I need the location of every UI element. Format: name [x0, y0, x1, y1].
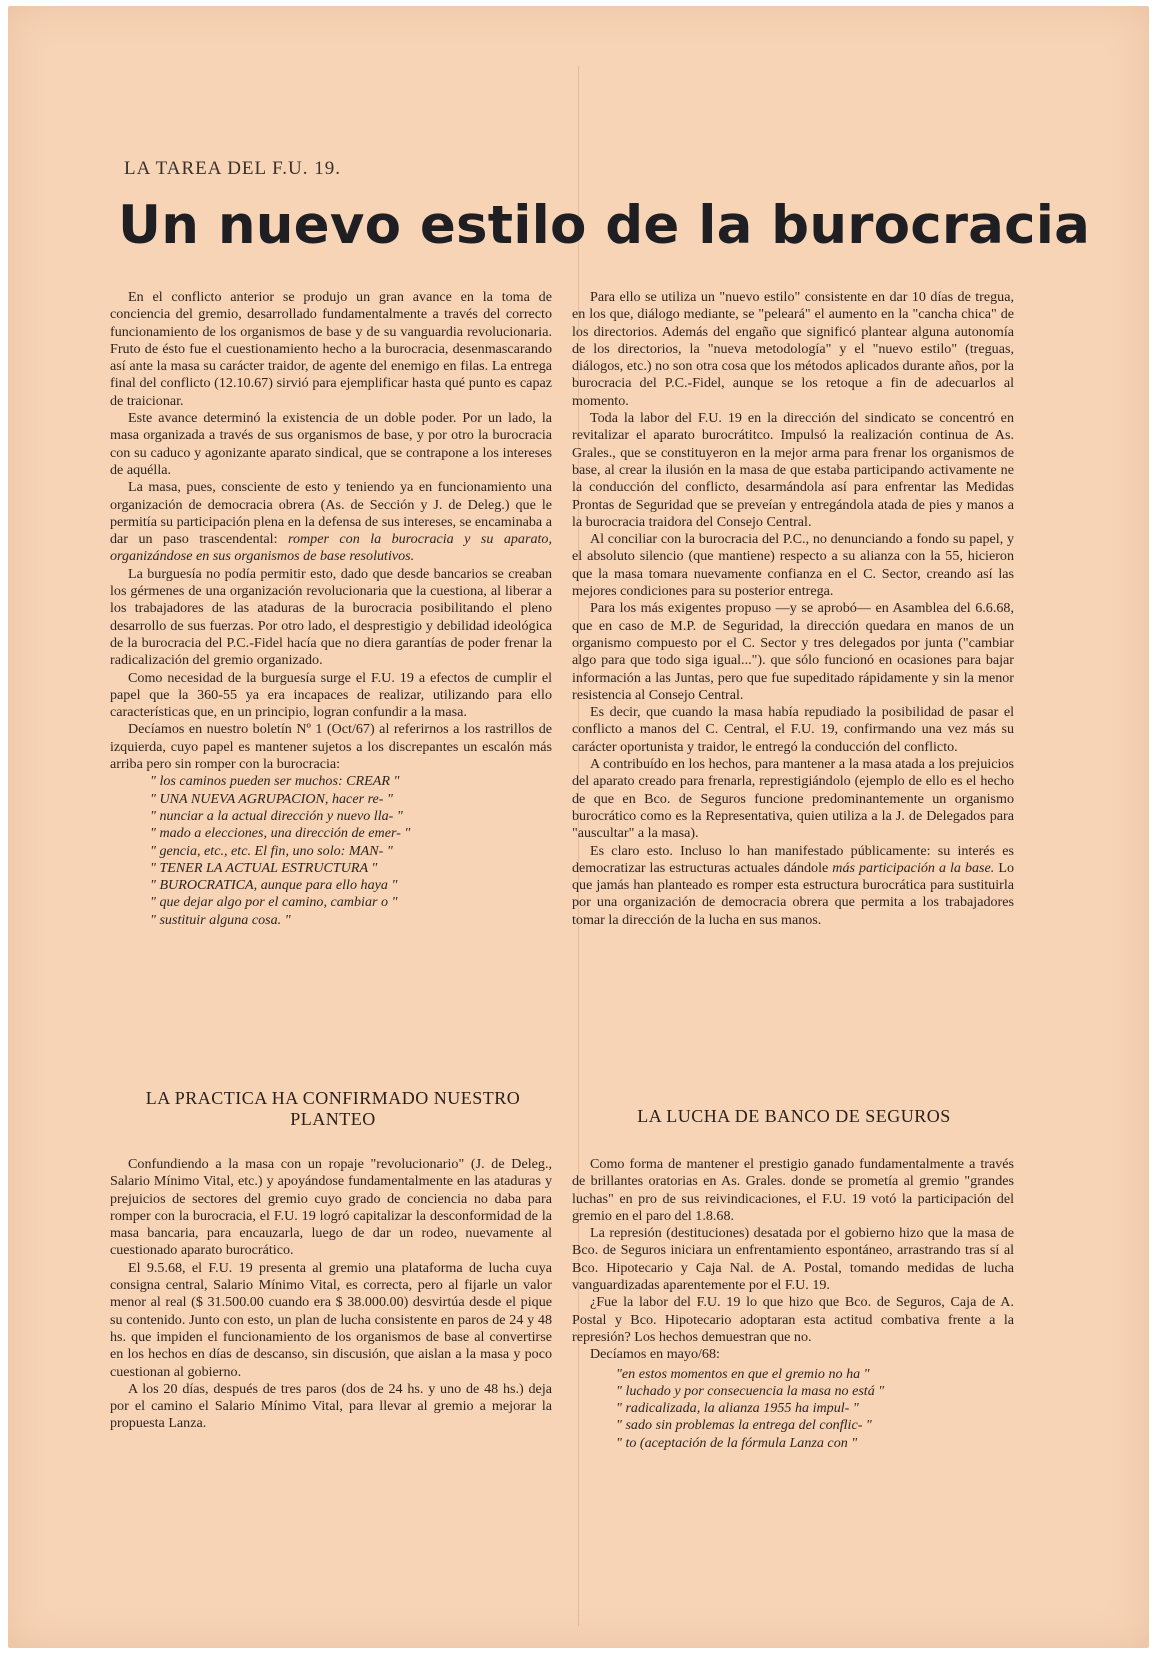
paragraph: Confundiendo a la masa con un ropaje "revolucionario" (J. de Deleg., Salario Mínimo Vital, etc.) y apoyándose fundamentalmente en las ataduras y prejuicios de sectores del gremio cuyo grado de conciencia no daba para romper con la burocracia, el F.U. 19 logró capitalizar la desconformidad de la masa bancaria, para encauzarla, luego de dar un rodeo, nuevamente al cuestionado aparato burocrático. — [110, 1156, 552, 1259]
section-title-left: LA PRACTICA HA CONFIRMADO NUESTRO PLANTEO — [145, 1088, 521, 1129]
paragraph: ¿Fue la labor del F.U. 19 lo que hizo que Bco. de Seguros, Caja de A. Postal y Bco. Hipotecario adoptaran esta actitud combativa frente a la represión? Los hechos demuestran que no. — [572, 1294, 1014, 1345]
paragraph — [572, 843, 1014, 929]
quoted-verse — [150, 773, 552, 929]
paragraph: Al conciliar con la burocracia del P.C., no denunciando a fondo su papel, y el absoluto silencio (que mantiene) respecto a su alianza con la 55, hicieron que la masa tomara nuevamente confianza en el C. Sector, creando así las mejores condiciones para su posterior entrega. — [572, 531, 1014, 600]
verse-line: " luchado y por consecuencia la masa no está " — [616, 1382, 885, 1399]
paragraph: Decíamos en mayo/68: — [590, 1346, 720, 1363]
paragraph: Este avance determinó la existencia de un doble poder. Por un lado, la masa organizada a través de sus organismos de base, y por otro la burocracia con su caduco y agonizante aparato sindical, que se contrapone a los intereses de aquélla. — [110, 410, 552, 478]
verse-line: " sustituir alguna cosa. " — [150, 911, 291, 928]
paragraph: Decíamos en nuestro boletín Nº 1 (Oct/67) al referirnos a los rastrillos de izquierda, cuyo papel es mantener sujetos a los discrepantes un escalón más arriba pero sin romper con la burocracia: — [110, 721, 552, 773]
verse-line: " sado sin problemas la entrega del conflic- " — [616, 1417, 872, 1434]
emphasis-text: romper con la burocracia y su aparato, organizándose en sus organismos de base resolutivos. — [110, 531, 552, 565]
verse-line: " to (aceptación de la fórmula Lanza con " — [616, 1434, 858, 1451]
paragraph — [110, 479, 552, 565]
section-right-body — [572, 1156, 1014, 1452]
quoted-verse — [616, 1366, 1014, 1452]
paragraph: Como necesidad de la burguesía surge el F.U. 19 a efectos de cumplir el papel que la 360-55 ya era incapaces de realizar, utilizando para ello características que, en un principio, logran confundir a la masa. — [110, 669, 552, 721]
paragraph: Toda la labor del F.U. 19 en la dirección del sindicato se concentró en revitalizar el aparato burocrátitco. Impulsó la realización continua de As. Grales., que se constituyeron en la mejor arma para frenar los organismos de base, al crear la ilusión en la masa de que estaba participando activamente ne la conducción del conflicto, desarmándola así para enfrentar las Medidas Prontas de Seguridad que se preveían y entregándola atada de pies y manos a la burocracia traidora del Consejo Central. — [572, 410, 1014, 530]
kicker-text: LA TAREA DEL F.U. 19. — [124, 158, 341, 179]
verse-line: "en estos momentos en que el gremio no ha " — [616, 1365, 870, 1382]
paragraph-text: La masa, pues, consciente de esto y teniendo ya en funcionamiento una organización de democracia obrera (As. de Sección y J. de Deleg.) que le permitía su participación plena en la defensa de sus intereses, se encaminaba a dar un paso trascendental: — [110, 479, 552, 548]
left-column-article — [110, 289, 552, 929]
verse-line: " BUROCRATICA, aunque para ello haya " — [150, 877, 398, 894]
newspaper-page — [8, 6, 1149, 1648]
verse-line: " UNA NUEVA AGRUPACION, hacer re- " — [150, 790, 393, 807]
verse-line: " mado a elecciones, una dirección de emer- " — [150, 825, 411, 842]
verse-line: " los caminos pueden ser muchos: CREAR " — [150, 773, 400, 790]
verse-line: " TENER LA ACTUAL ESTRUCTURA " — [150, 859, 378, 876]
verse-line: " radicalizada, la alianza 1955 ha impul- " — [616, 1400, 859, 1417]
paragraph: Para los más exigentes propuso —y se aprobó— en Asamblea del 6.6.68, que en caso de M.P. de Seguridad, la dirección quedara en manos de un organismo compuesto por el C. Sector y tres delegados por junta ("cambiar algo para que todo siga igual..."). que sólo funcionó en ocasiones para bajar información a las Juntas, pero que fue supeditado rápidamente y sin la menor resistencia al Consejo Central. — [572, 600, 1014, 703]
verse-line: " nunciar a la actual dirección y nuevo lla- " — [150, 807, 403, 824]
verse-line: " gencia, etc., etc. El fin, uno solo: MAN- " — [150, 842, 393, 859]
paragraph: La represión (destituciones) desatada por el gobierno hizo que la masa de Bco. de Seguros iniciara un enfrentamiento espontáneo, arrastrando tras sí al Bco. Hipotecario y Caja Nal. de A. Postal, tomando medidas de lucha vanguardizadas aparentemente por el F.U. 19. — [572, 1225, 1014, 1294]
paragraph: Para ello se utiliza un "nuevo estilo" consistente en dar 10 días de tregua, en los que, diálogo mediante, se "peleará" el aumento en la "cancha chica" de los directorios. Además del engaño que significó plantear alguna autonomía de los directorios, la "nueva metodología" y el "nuevo estilo" (treguas, diálogos, etc.) no son otra cosa que los métodos aplicados durante años, por la burocracia del P.C.-Fidel, aunque se los retoque a fin de adecuarlos al momento. — [572, 289, 1014, 409]
paragraph: El 9.5.68, el F.U. 19 presenta al gremio una plataforma de lucha cuya consigna central, Salario Mínimo Vital, es correcta, pero al fijarle un valor menor al real ($ 31.500.00 cuando era $ 38.000.00) desvirtúa desde el pique su contenido. Junto con esto, un plan de lucha consistente en paros de 24 y 48 hs. que impiden el funcionamiento de los organismos de base al convertirse en los hechos en días de descanso, sin discusión, que aislan a la masa y poco cuestionan al gobierno. — [110, 1259, 552, 1380]
right-column-article — [572, 289, 1014, 929]
paragraph: Como forma de mantener el prestigio ganado fundamentalmente a través de brillantes oratorias en As. Grales. donde se prometía al gremio "grandes luchas" en pro de sus reivindicaciones, el F.U. 19 votó la participación del gremio en el paro del 1.8.68. — [572, 1156, 1014, 1224]
paragraph: La burguesía no podía permitir esto, dado que desde bancarios se creaban los gérmenes de una organización revolucionaria que la cuestiona, al liberar a los trabajadores de las ataduras de la burocracia posibilitando el pleno desarrollo de sus fuerzas. Por otro lado, el desprestigio y debilidad ideológica de la burocracia del P.C.-Fidel hacía que no diera garantías de poder frenar la radicalización del gremio organizado. — [110, 565, 552, 669]
paragraph: Es decir, que cuando la masa había repudiado la posibilidad de pasar el conflicto a manos del C. Central, el F.U. 19, confirmando una vez más su carácter oportunista y traidor, le entregó la conducción del conflicto. — [572, 704, 1014, 755]
paragraph: A los 20 días, después de tres paros (dos de 24 hs. y uno de 48 hs.) deja por el camino el Salario Mínimo Vital, para llevar al gremio a mejorar la propuesta Lanza. — [110, 1380, 552, 1432]
verse-line: " que dejar algo por el camino, cambiar o " — [150, 894, 398, 911]
emphasis-text: más participación a la base. — [832, 859, 995, 876]
paragraph-text: Es claro esto. Incluso lo han manifestado públicamente: su interés es democratizar las estructuras actuales dándole — [572, 842, 1014, 876]
section-left-body — [110, 1156, 552, 1433]
paragraph-text: Lo que jamás han planteado es romper esta estructura burocrática para sustituirla por una organización de democracia obrera que permita a los trabajadores tomar la dirección de la lucha en sus manos. — [572, 859, 1014, 928]
paragraph: A contribuído en los hechos, para mantener a la masa atada a los prejuicios del aparato creado para frenarla, represtigiándolo (ejemplo de ello es el hecho de que en Bco. de Seguros funcione predominantemente un organismo burocrático como es la Representativa, quien utiliza a la J. de Delegados para "auscultar" a la masa). — [572, 756, 1014, 842]
paragraph: En el conflicto anterior se produjo un gran avance en la toma de conciencia del gremio, desarrollado fundamentalmente a través del correcto funcionamiento de los organismos de base y de su vanguardia revolucionaria. Fruto de ésto fue el cuestionamiento hecho a la burocracia, desenmascarando así ante la masa su carácter traidor, de agente del enemigo en filas. La entrega final del conflicto (12.10.67) sirvió para ejemplificar hasta qué punto es capaz de traicionar. — [110, 289, 552, 409]
section-title-right: LA LUCHA DE BANCO DE SEGUROS — [637, 1106, 951, 1126]
headline: Un nuevo estilo de la burocracia — [118, 195, 1091, 256]
